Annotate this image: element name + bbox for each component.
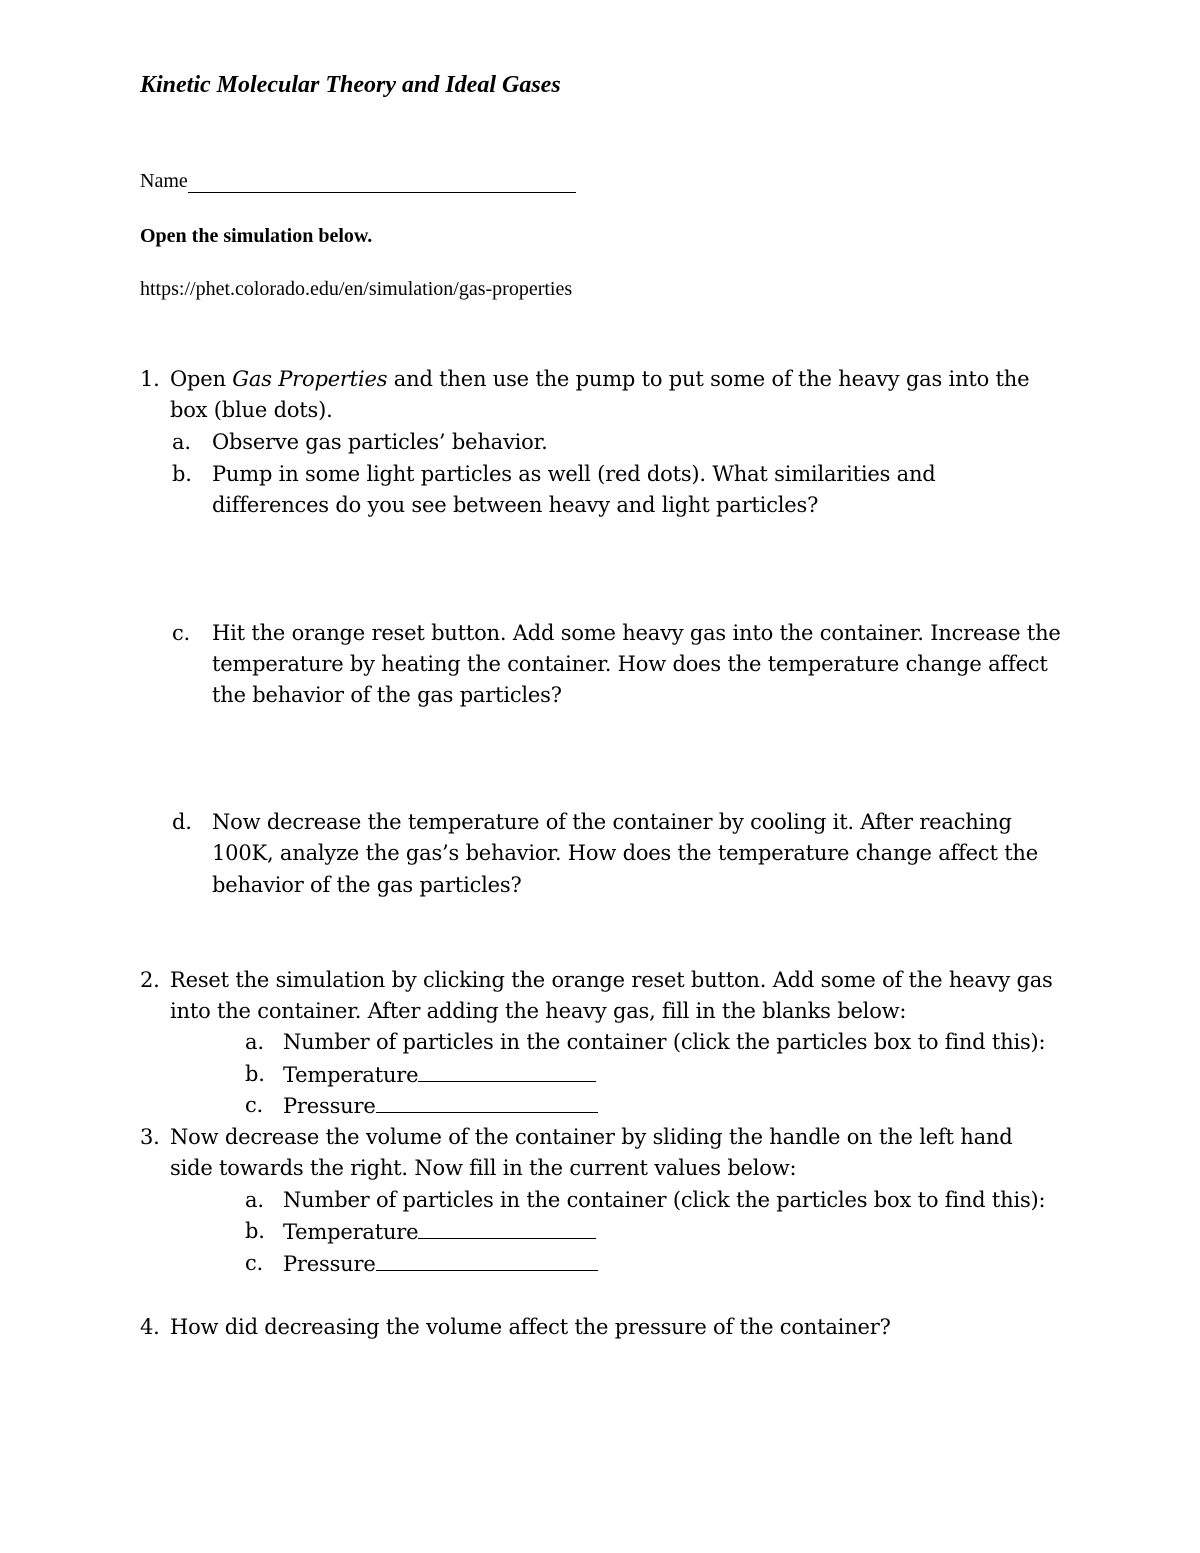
temperature-blank[interactable] [418, 1216, 596, 1239]
field-label: Temperature [283, 1220, 419, 1244]
subitem-text: the behavior of the gas particles? [212, 683, 562, 707]
pressure-field [283, 1248, 598, 1280]
subitem-label: c. [245, 1093, 264, 1117]
question-text-line [170, 364, 1029, 395]
field-label: Pressure [283, 1094, 376, 1118]
subitem-label: d. [172, 810, 192, 834]
subitem-label: c. [245, 1251, 264, 1275]
pressure-blank[interactable] [376, 1090, 598, 1113]
subitem-label: a. [172, 430, 191, 454]
question-text-line: side towards the right. Now fill in the current values below: [170, 1156, 797, 1180]
subitem-label: b. [172, 462, 192, 486]
question-text-line: box (blue dots). [170, 398, 333, 422]
subitem-label: a. [245, 1188, 264, 1212]
temperature-field [283, 1216, 596, 1248]
field-label: Pressure [283, 1252, 376, 1276]
question-text-part: Open [170, 367, 233, 391]
question-number: 3. [140, 1125, 160, 1149]
question-number: 2. [140, 968, 160, 992]
subitem-label: c. [172, 621, 191, 645]
pressure-blank[interactable] [376, 1248, 598, 1271]
subitem-text: Number of particles in the container (click the particles box to find this): [283, 1188, 1046, 1212]
question-text-line: How did decreasing the volume affect the pressure of the container? [170, 1315, 891, 1339]
field-label: Temperature [283, 1063, 419, 1087]
question-number: 1. [140, 367, 160, 391]
subitem-label: b. [245, 1219, 265, 1243]
subitem-label: b. [245, 1062, 265, 1086]
pressure-field [283, 1090, 598, 1122]
subitem-text: Number of particles in the container (click the particles box to find this): [283, 1030, 1046, 1054]
subitem-text: Observe gas particles’ behavior. [212, 430, 548, 454]
subitem-text: differences do you see between heavy and light particles? [212, 493, 819, 517]
simulation-url[interactable]: https://phet.colorado.edu/en/simulation/gas-properties [140, 278, 573, 300]
document-title: Kinetic Molecular Theory and Ideal Gases [140, 72, 561, 98]
subitem-label: a. [245, 1030, 264, 1054]
simulation-name: Gas Properties [232, 367, 388, 391]
subitem-text: Now decrease the temperature of the container by cooling it. After reaching [212, 810, 1012, 834]
subitem-text: 100K, analyze the gas’s behavior. How does the temperature change affect the [212, 841, 1038, 865]
name-blank[interactable] [188, 170, 576, 193]
question-number: 4. [140, 1315, 160, 1339]
subitem-text: Hit the orange reset button. Add some heavy gas into the container. Increase the [212, 621, 1061, 645]
name-label: Name [140, 170, 188, 192]
subitem-text: temperature by heating the container. How does the temperature change affect [212, 652, 1048, 676]
question-text-line: Now decrease the volume of the container by sliding the handle on the left hand [170, 1125, 1013, 1149]
instruction-text: Open the simulation below. [140, 225, 373, 247]
name-field-row [140, 170, 576, 193]
question-text-part: and then use the pump to put some of the heavy gas into the [387, 367, 1030, 391]
subitem-text: behavior of the gas particles? [212, 873, 522, 897]
subitem-text: Pump in some light particles as well (red dots). What similarities and [212, 462, 936, 486]
temperature-field [283, 1059, 596, 1091]
question-text-line: Reset the simulation by clicking the orange reset button. Add some of the heavy gas [170, 968, 1053, 992]
temperature-blank[interactable] [418, 1059, 596, 1082]
question-text-line: into the container. After adding the heavy gas, fill in the blanks below: [170, 999, 907, 1023]
